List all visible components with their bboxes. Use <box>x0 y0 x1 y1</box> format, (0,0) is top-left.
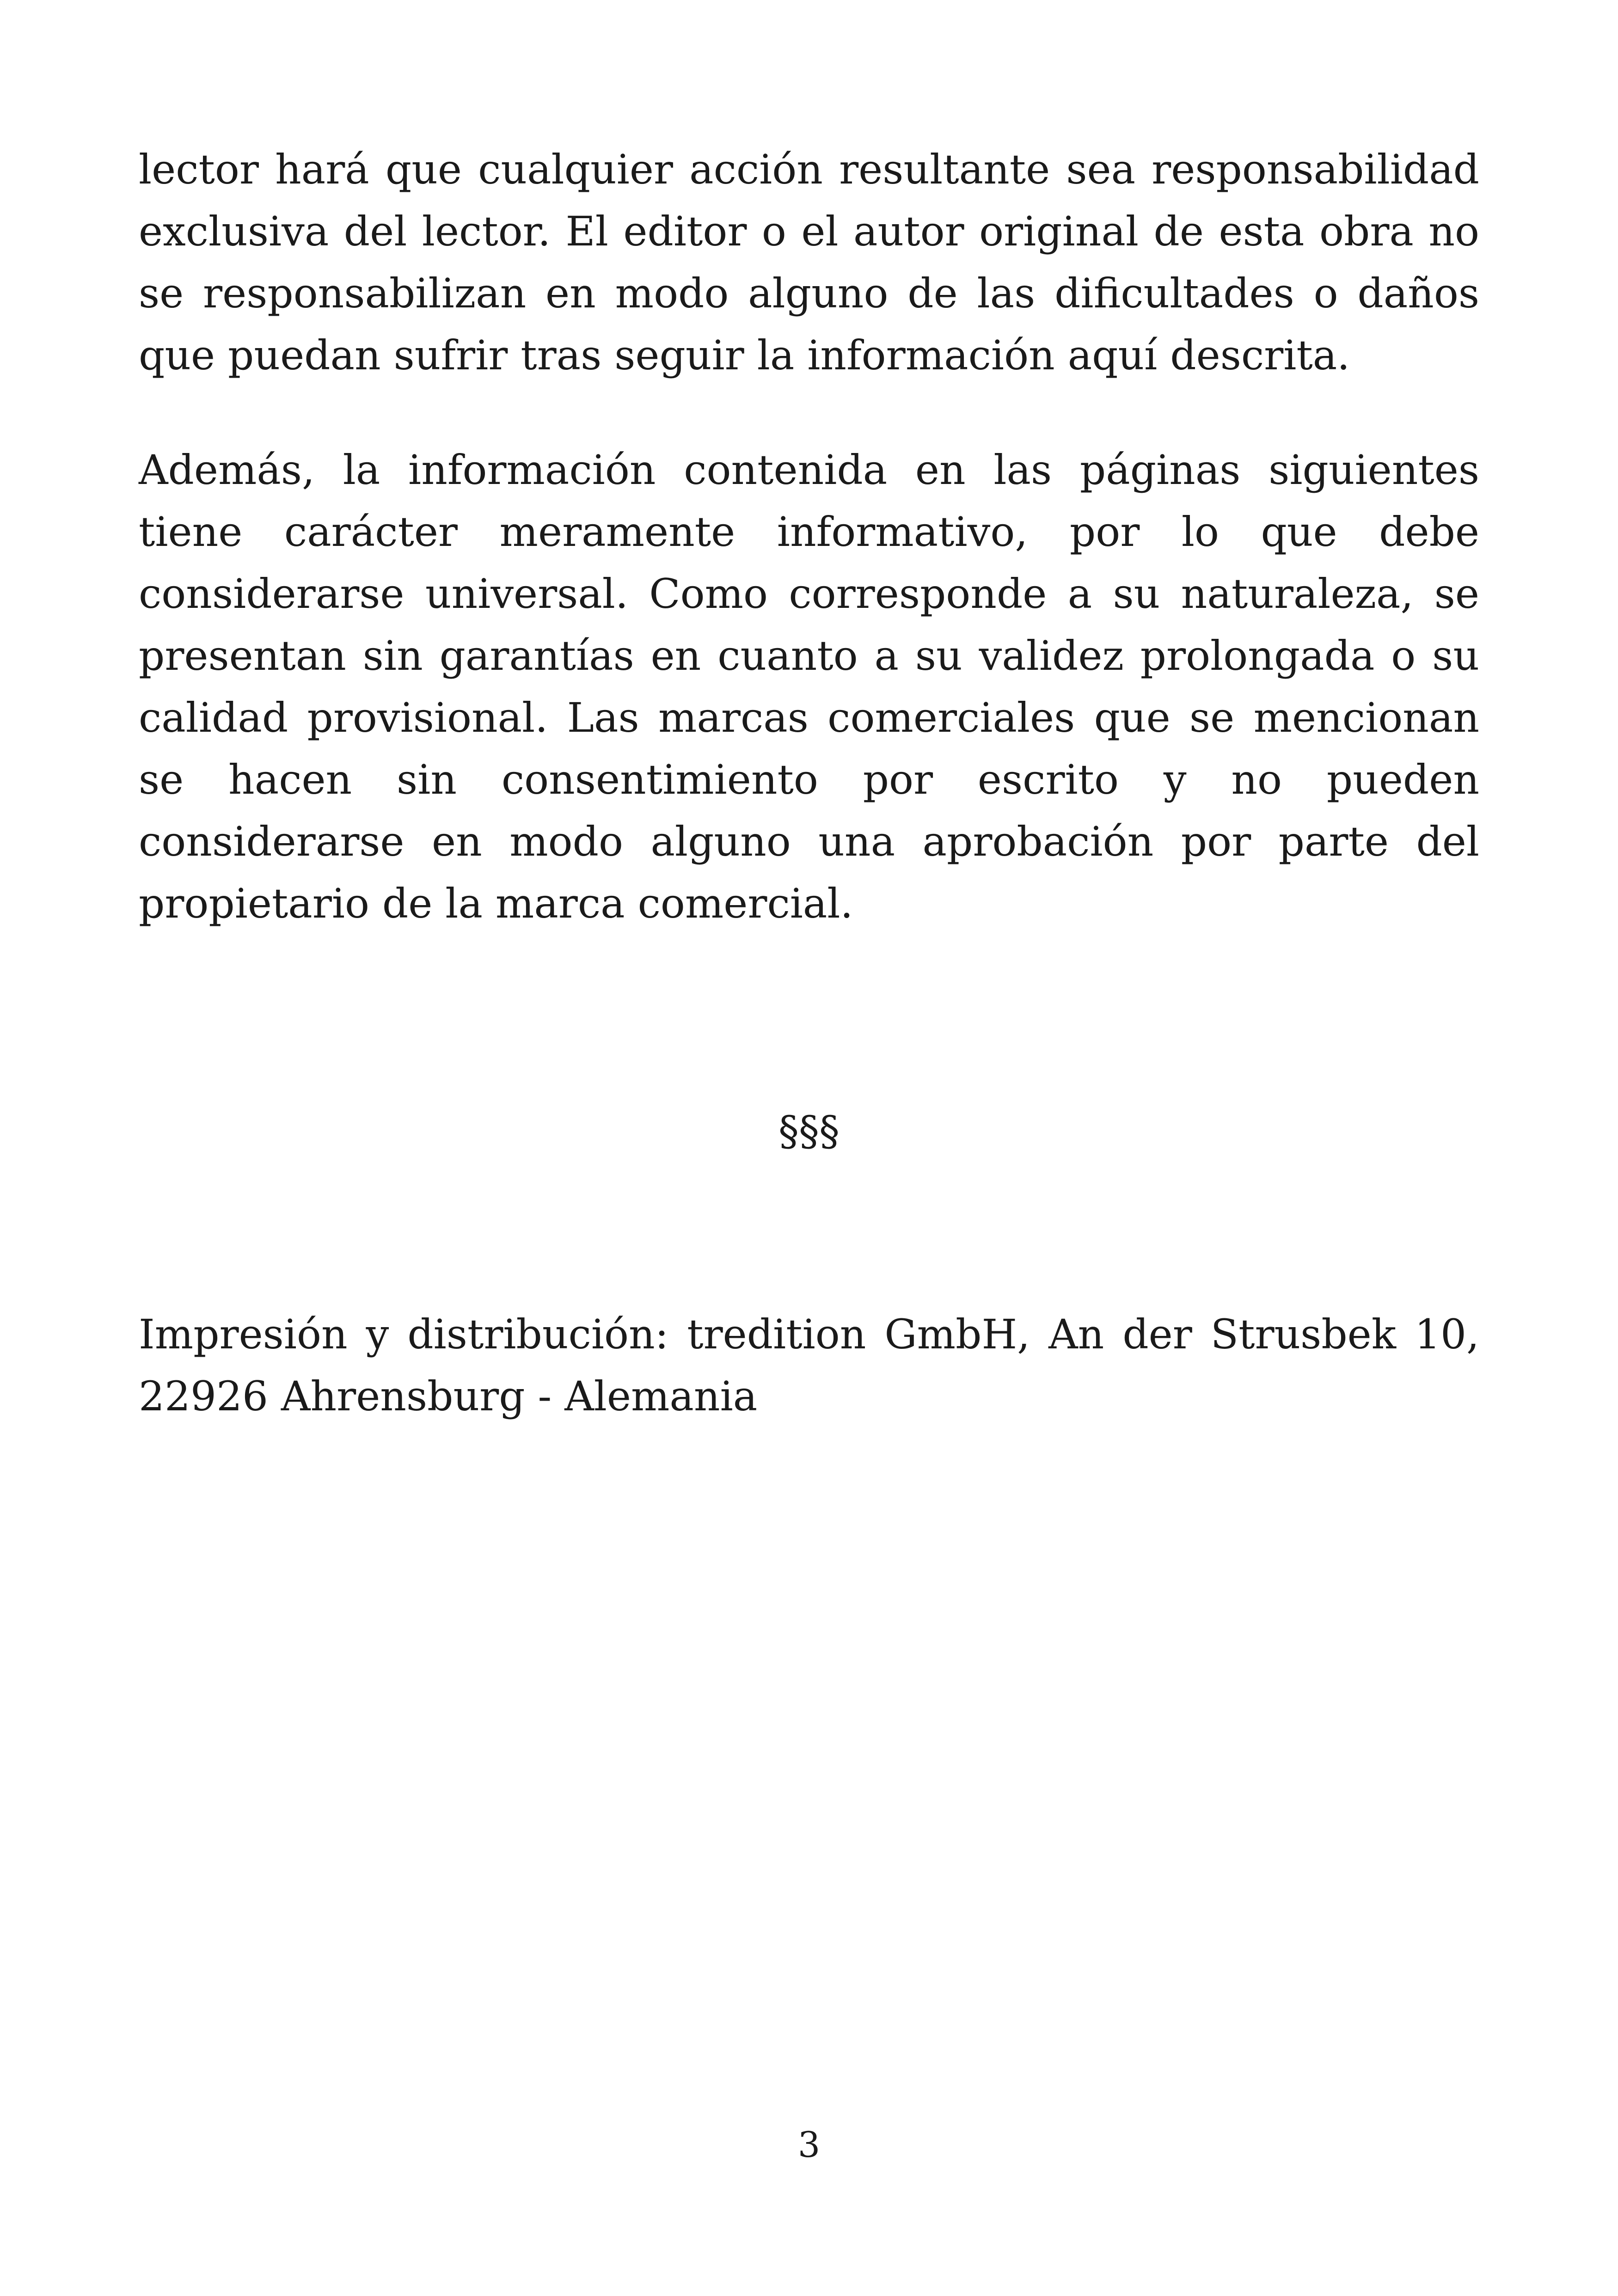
printing-distribution-paragraph: Impresión y distribución: tredition GmbH, An der Strusbek 10, 22926 Ahrensburg - Alemania <box>139 1310 1479 1420</box>
disclaimer-paragraph: lector hará que cualquier acción resultante sea responsabilidad exclusiva del lector. El editor o el autor original de esta obra no se responsabilizan en modo alguno de las dificultades o daños que puedan sufrir tras seguir la información aquí descrita. <box>139 146 1479 379</box>
section-separator: §§§ <box>778 1107 840 1155</box>
information-notice-paragraph: Además, la información contenida en las páginas siguientes tiene carácter meramente informativo, por lo que debe considerarse universal. Como corresponde a su naturaleza, se presentan sin garantías en cuanto a su validez prolongada o su calidad provisional. Las marcas comerciales que se mencionan se hacen sin consentimiento por escrito y no pueden considerarse en modo alguno una aprobación por parte del propietario de la marca comercial. <box>139 446 1479 927</box>
page-number: 3 <box>797 2124 821 2165</box>
